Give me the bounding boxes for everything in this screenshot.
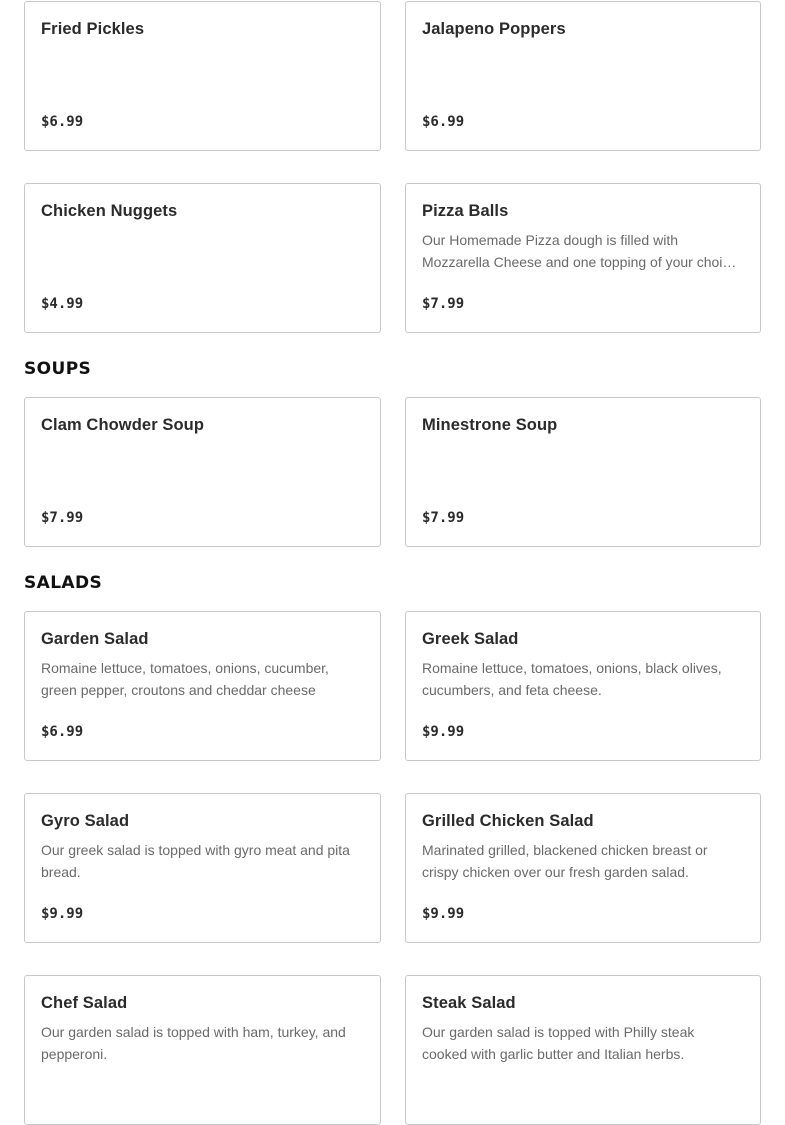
section-heading-soups: SOUPS bbox=[24, 359, 92, 379]
menu-item-price: $7.99 bbox=[41, 510, 84, 526]
menu-item-name: Gyro Salad bbox=[41, 812, 130, 830]
menu-item-price: $6.99 bbox=[41, 724, 84, 740]
menu-item-description: Romaine lettuce, tomatoes, onions, black olives, cucumbers, and feta cheese. bbox=[422, 660, 722, 698]
menu-item-price: $6.99 bbox=[41, 114, 84, 130]
menu-item-card[interactable] bbox=[405, 611, 761, 761]
menu-item-card[interactable] bbox=[24, 183, 381, 333]
menu-item-price: $9.99 bbox=[422, 906, 465, 922]
menu-item-name: Steak Salad bbox=[422, 994, 516, 1012]
menu-item-name: Clam Chowder Soup bbox=[41, 416, 205, 434]
menu-item-name: Garden Salad bbox=[41, 630, 149, 648]
menu-item-description: Our garden salad is topped with Philly steak cooked with garlic butter and Italian herbs. bbox=[422, 1024, 695, 1062]
menu-item-description: Our garden salad is topped with ham, turkey, and pepperoni. bbox=[41, 1024, 346, 1062]
menu-item-name: Pizza Balls bbox=[422, 202, 509, 220]
menu-item-description: Romaine lettuce, tomatoes, onions, cucumber, green pepper, croutons and cheddar cheese bbox=[41, 660, 329, 698]
menu-item-card[interactable] bbox=[405, 183, 761, 333]
section-heading-salads: SALADS bbox=[24, 573, 103, 593]
menu-item-name: Jalapeno Poppers bbox=[422, 20, 566, 38]
menu-item-card[interactable] bbox=[405, 1, 761, 151]
menu-item-card[interactable] bbox=[24, 397, 381, 547]
menu-item-name: Chef Salad bbox=[41, 994, 128, 1012]
menu-item-price: $7.99 bbox=[422, 296, 465, 312]
menu-item-card[interactable] bbox=[405, 397, 761, 547]
menu-item-card[interactable] bbox=[24, 793, 381, 943]
menu-item-description: Marinated grilled, blackened chicken breast or crispy chicken over our fresh garden salad. bbox=[422, 842, 708, 880]
menu-item-price: $9.99 bbox=[41, 906, 84, 922]
menu-item-card[interactable] bbox=[405, 975, 761, 1125]
menu-item-name: Chicken Nuggets bbox=[41, 202, 178, 220]
menu-item-price: $9.99 bbox=[422, 724, 465, 740]
menu-item-price: $6.99 bbox=[422, 114, 465, 130]
menu-item-name: Grilled Chicken Salad bbox=[422, 812, 594, 830]
menu-item-name: Greek Salad bbox=[422, 630, 519, 648]
menu-item-card[interactable] bbox=[24, 975, 381, 1125]
menu-item-card[interactable] bbox=[405, 793, 761, 943]
menu-item-name: Fried Pickles bbox=[41, 20, 145, 38]
menu-item-card[interactable] bbox=[24, 1, 381, 151]
menu-item-price: $4.99 bbox=[41, 296, 84, 312]
menu-item-name: Minestrone Soup bbox=[422, 416, 558, 434]
menu-item-card[interactable] bbox=[24, 611, 381, 761]
menu-item-price: $7.99 bbox=[422, 510, 465, 526]
menu-item-description: Our Homemade Pizza dough is filled with Mozzarella Cheese and one topping of your choi… bbox=[422, 232, 737, 270]
menu-item-description: Our greek salad is topped with gyro meat and pita bread. bbox=[41, 842, 350, 880]
